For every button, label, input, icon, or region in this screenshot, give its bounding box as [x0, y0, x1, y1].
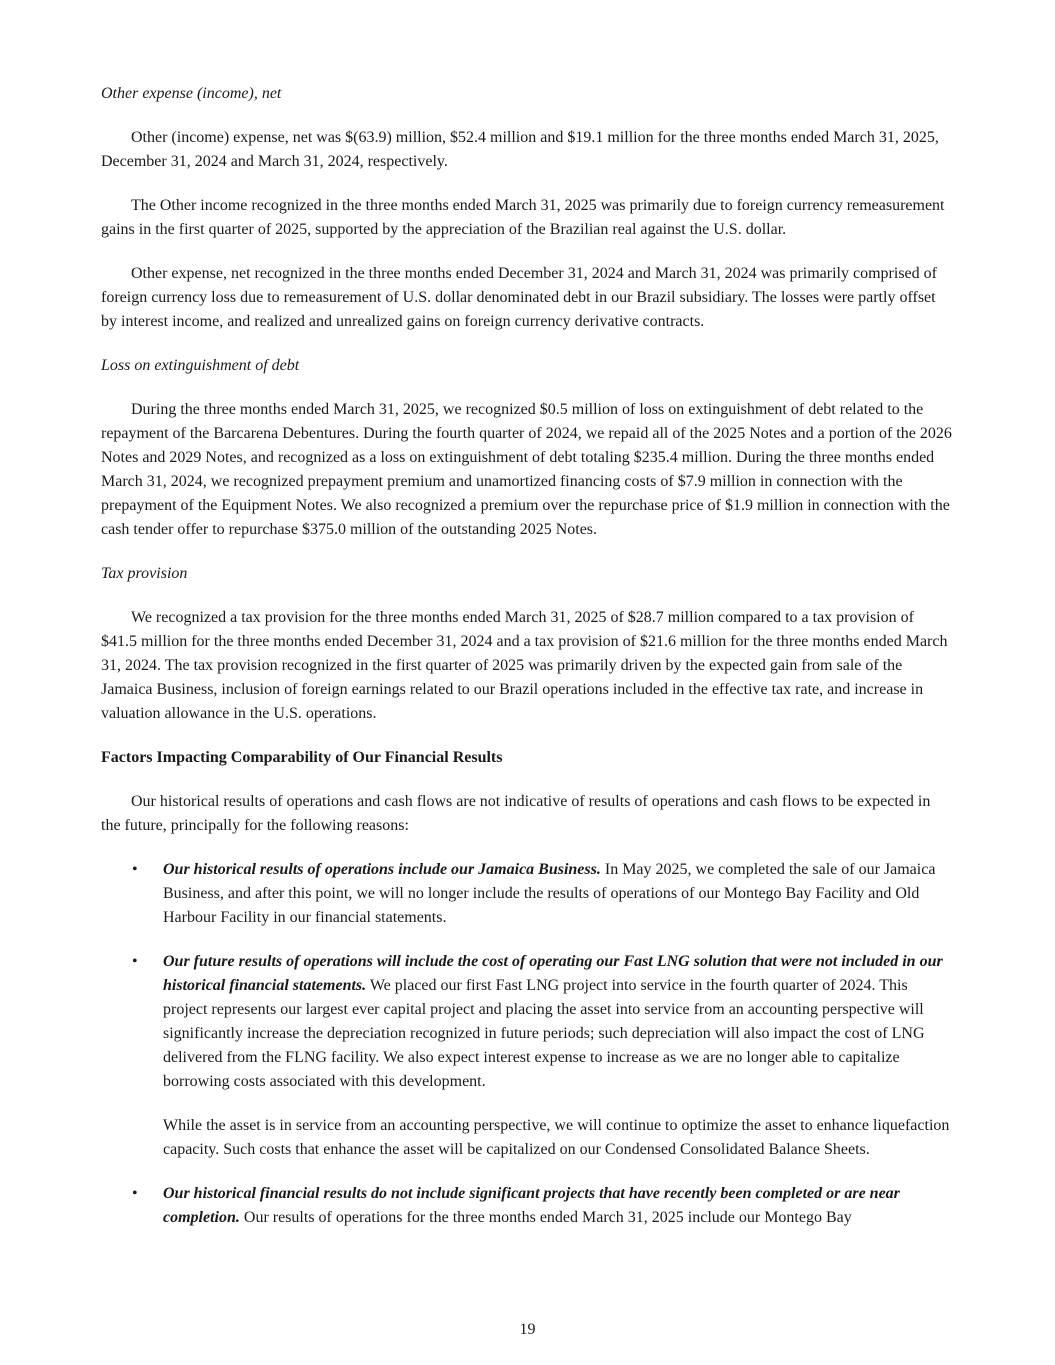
paragraph: Our historical results of operations and cash flows are not indicative of results of operations and cash flows to be expected in the future, principally for the following reasons: — [101, 793, 931, 834]
list-item — [101, 1182, 953, 1230]
bullet-list — [101, 858, 953, 1230]
section-heading-loss-on-extinguishment: Loss on extinguishment of debt — [101, 357, 300, 374]
page-number: 19 — [519, 1321, 536, 1338]
bullet-lead: Our future results of operations will include the cost of operating our Fast LNG solution that were not included in our historical financial statements. — [163, 953, 943, 994]
bullet-text: We placed our first Fast LNG project into service in the fourth quarter of 2024. This project represents our largest ever capital project and placing the asset into service from an accounting perspective will significantly increase the depreciation recognized in future periods; such depreciation will also impact the cost of LNG delivered from the FLNG facility. We also expect interest expense to increase as we are no longer able to capitalize borrowing costs associated with this development. — [163, 977, 925, 1090]
bullet-text: Our results of operations for the three months ended March 31, 2025 include our Montego Bay — [239, 1209, 852, 1226]
paragraph: Other (income) expense, net was $(63.9) million, $52.4 million and $19.1 million for the three months ended March 31, 2025, December 31, 2024 and March 31, 2024, respectively. — [101, 129, 939, 170]
list-item — [101, 950, 953, 1094]
paragraph: During the three months ended March 31, 2025, we recognized $0.5 million of loss on extinguishment of debt related to the repayment of the Barcarena Debentures. During the fourth quarter of 2024, we repaid all of the 2025 Notes and a portion of the 2026 Notes and 2029 Notes, and recognized as a loss on extinguishment of debt totaling $235.4 million. During the three months ended March 31, 2024, we recognized prepayment premium and unamortized financing costs of $7.9 million in connection with the prepayment of the Equipment Notes. We also recognized a premium over the repurchase price of $1.9 million in connection with the cash tender offer to repurchase $375.0 million of the outstanding 2025 Notes. — [101, 401, 952, 538]
bullet-icon: • — [132, 1185, 138, 1202]
paragraph: Other expense, net recognized in the three months ended December 31, 2024 and March 31, 2024 was primarily comprised of foreign currency loss due to remeasurement of U.S. dollar denominated debt in our Brazil subsidiary. The losses were partly offset by interest income, and realized and unrealized gains on foreign currency derivative contracts. — [101, 265, 937, 330]
list-item — [101, 858, 953, 930]
paragraph: We recognized a tax provision for the three months ended March 31, 2025 of $28.7 million compared to a tax provision of $41.5 million for the three months ended December 31, 2024 and a tax provision of $21.6 million for the three months ended March 31, 2024. The tax provision recognized in the first quarter of 2025 was primarily driven by the expected gain from sale of the Jamaica Business, inclusion of foreign earnings related to our Brazil operations included in the effective tax rate, and increase in valuation allowance in the U.S. operations. — [101, 609, 948, 722]
bullet-lead: Our historical results of operations include our Jamaica Business. — [163, 861, 601, 878]
bullet-icon: • — [132, 953, 138, 970]
paragraph: The Other income recognized in the three months ended March 31, 2025 was primarily due to foreign currency remeasurement gains in the first quarter of 2025, supported by the appreciation of the Brazilian real against the U.S. dollar. — [101, 197, 945, 238]
document-page — [101, 82, 953, 1230]
section-heading-other-expense: Other expense (income), net — [101, 85, 282, 102]
bullet-lead: Our historical financial results do not include significant projects that have recently been completed or are near completion. — [163, 1185, 900, 1226]
bullet-icon: • — [132, 861, 138, 878]
bullet-continuation: While the asset is in service from an accounting perspective, we will continue to optimize the asset to enhance liquefaction capacity. Such costs that enhance the asset will be capitalized on our Condensed Consolidated Balance Sheets. — [163, 1117, 950, 1158]
section-heading-comparability: Factors Impacting Comparability of Our Financial Results — [101, 749, 503, 766]
section-heading-tax-provision: Tax provision — [101, 565, 188, 582]
bullet-text: In May 2025, we completed the sale of our Jamaica Business, and after this point, we will no longer include the results of operations of our Montego Bay Facility and Old Harbour Facility in our financial statements. — [163, 861, 936, 926]
